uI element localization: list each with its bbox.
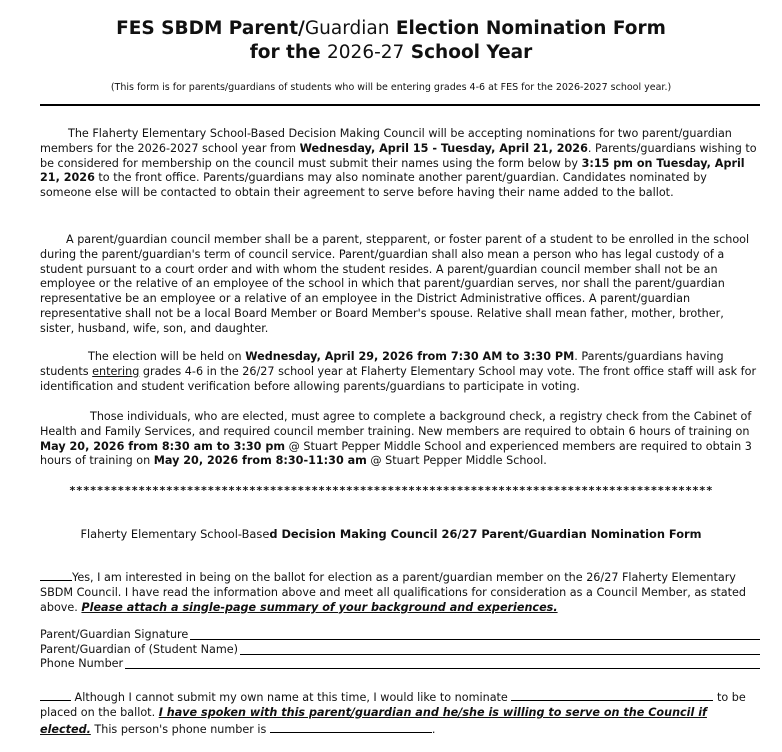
title-part: Guardian — [304, 18, 390, 39]
text: Those individuals, who are elected, must agree to complete a background check, a registry check from the Cabinet of Health and Family Services, and required council member training. New members are required to obtain 6 hours of training on — [40, 410, 752, 438]
star-separator: ********************************************************************************************* — [69, 484, 713, 497]
attach-instruction: Please attach a single-page summary of your background and experiences. — [81, 600, 558, 614]
phone-row — [40, 657, 760, 672]
text: . Parents/guardians wishing to be considered for membership on the council must submit their names using the form below by — [40, 141, 757, 170]
text: @ Stuart Pepper Middle School and experienced members are required to obtain 3 hours of training on — [40, 439, 752, 468]
signature-label: Parent/Guardian Signature — [40, 628, 189, 641]
election-date: Wednesday, April 29, 2026 from 7:30 AM to 3:30 PM — [245, 350, 575, 363]
training-date-new: May 20, 2026 from 8:30 am to 3:30 pm — [40, 439, 286, 453]
text: The election will be held on — [88, 350, 246, 363]
text-underlined: entering — [92, 364, 140, 378]
text: The Flaherty Elementary School-Based Decision Making Council will be accepting nominations for two parent/guardian members for the 2026-2027 school year from — [40, 127, 732, 155]
nominee-phone-field[interactable] — [270, 721, 432, 733]
text: . — [431, 722, 436, 736]
title-part: 2026-27 — [327, 42, 405, 63]
training-date-experienced: May 20, 2026 from 8:30-11:30 am — [153, 454, 367, 468]
title-part: for the — [249, 42, 328, 63]
form-title-line1 — [0, 17, 782, 41]
text: Yes, I am interested in being on the ballot for election as a parent/guardian member on the 26/27 Flaherty Elementary SBDM Council. I have read the information above and meet all qualifications for consideration as a Council Member, as stated above. — [40, 571, 747, 614]
phone-label: Phone Number — [40, 657, 124, 670]
phone-field[interactable] — [125, 657, 760, 669]
student-name-row — [40, 643, 760, 658]
text: d Decision Making Council 26/27 Parent/Guardian Nomination Form — [269, 527, 702, 541]
nominate-other-statement — [40, 689, 760, 737]
yes-nomination-statement — [40, 569, 760, 615]
nominee-name-field[interactable] — [511, 689, 713, 701]
deadline: 3:15 pm on Tuesday, April 21, 2026 — [40, 156, 745, 185]
text: @ Stuart Pepper Middle School. — [366, 454, 547, 468]
title-part: FES SBDM Parent/ — [116, 18, 305, 39]
title-part: Election Nomination Form — [389, 18, 666, 39]
text: A parent/guardian council member shall be a parent, stepparent, or foster parent of a student to be enrolled in the school during the parent/guardian's term of council service. Parent/guardian shall also mean a person who has legal custody of a student pursuant to a court order and with whom the student resides. A parent/guardian council member shall not be an employee or the relative of an employee of the school in which that parent/guardian serves, nor shall the parent/guardian representative be an employee or a relative of an employee in the District Administrative offices. A parent/guardian representative shall not be a local Board Member or Board Member's spouse. Relative shall mean father, mother, brother, sister, husband, wife, son, and daughter. — [40, 233, 750, 335]
form-title-line2 — [0, 41, 782, 65]
nomination-form-title — [0, 527, 782, 541]
nomination-dates: Wednesday, April 15 - Tuesday, April 21, 2026 — [299, 141, 588, 155]
title-part: School Year — [404, 42, 533, 63]
signature-field[interactable] — [190, 628, 760, 640]
text: . Parents/guardians having students — [40, 350, 724, 378]
text: to be placed on the ballot. — [40, 691, 746, 719]
paragraph-eligibility — [40, 233, 760, 337]
header-divider — [40, 104, 760, 106]
text: Although I cannot submit my own name at this time, I would like to nominate — [71, 691, 512, 704]
paragraph-nominations — [40, 127, 760, 201]
signature-row — [40, 628, 760, 643]
text: Flaherty Elementary School-Base — [80, 527, 270, 541]
text: to the front office. Parents/guardians may also nominate another parent/guardian. Candidates nominated by someone else will be contacted to obtain their agreement to serve before having their name added to the ballot. — [40, 171, 707, 200]
nominee-agreement: I have spoken with this parent/guardian and he/she is willing to serve on the Council if elected. — [40, 705, 707, 736]
text: This person's phone number is — [90, 722, 270, 736]
student-name-field[interactable] — [240, 643, 760, 655]
paragraph-training — [40, 410, 760, 469]
paragraph-election — [40, 350, 760, 394]
yes-checkbox-line[interactable] — [40, 569, 72, 581]
nominate-checkbox-line[interactable] — [40, 689, 71, 701]
form-note: (This form is for parents/guardians of students who will be entering grades 4-6 at FES for the 2026-2027 school year.) — [110, 82, 672, 93]
text: grades 4-6 in the 26/27 school year at Flaherty Elementary School may vote. The front office staff will ask for identification and student verification before allowing parents/guardians to participate in voting. — [40, 364, 757, 393]
student-name-label: Parent/Guardian of (Student Name) — [40, 643, 238, 656]
